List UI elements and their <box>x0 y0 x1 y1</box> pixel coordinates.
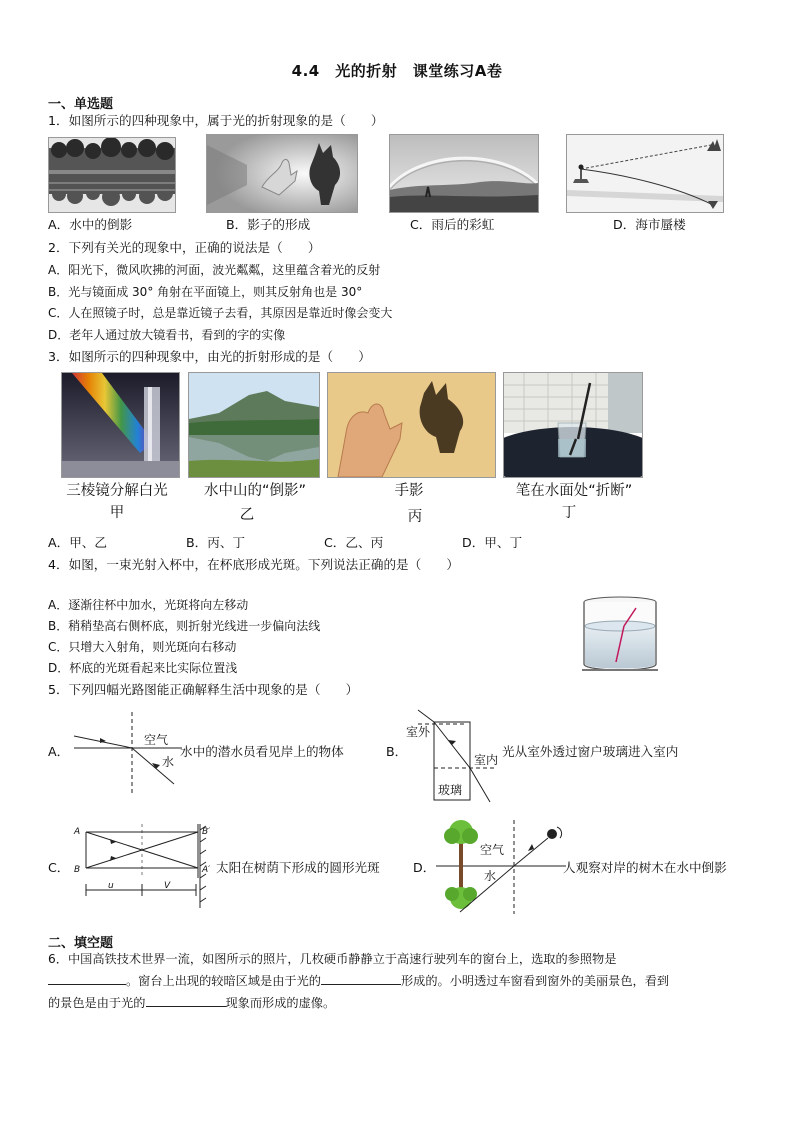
photo-mountain-reflection <box>188 372 320 478</box>
diagram-b-indoor-label: 室内 <box>474 753 499 767</box>
diagram-a-refraction <box>70 708 182 800</box>
question-5-option-b-label[interactable]: B． <box>386 744 408 759</box>
answer-blank-dark-area[interactable] <box>321 972 401 985</box>
question-1-option-b[interactable]: B．影子的形成 <box>226 217 311 232</box>
diagram-c-v-label: V <box>164 881 171 891</box>
question-4-option-d[interactable]: D．杯底的光斑看起来比实际位置浅 <box>48 661 238 675</box>
question-1-option-c[interactable]: C．雨后的彩虹 <box>410 217 495 232</box>
question-3-option-d[interactable]: D．甲、丁 <box>462 535 523 550</box>
question-4-option-c[interactable]: C．只增大入射角，则光斑向右移动 <box>48 640 237 654</box>
question-4-stem: 4．如图，一束光射入杯中，在杯底形成光斑。下列说法正确的是（ ） <box>48 557 460 572</box>
question-1-stem: 1．如图所示的四种现象中，属于光的折射现象的是（ ） <box>48 113 384 128</box>
diagram-b-glass-label: 玻璃 <box>438 783 463 797</box>
question-5-option-c-label[interactable]: C． <box>48 860 70 875</box>
diagram-a-water-label: 水 <box>162 755 175 769</box>
photo-hand-shadow-dog <box>327 372 496 478</box>
diagram-d-tree-reflection <box>436 818 568 916</box>
photo-mirage-diagram <box>566 134 724 213</box>
diagram-d-description: 人观察对岸的树木在水中倒影 <box>563 860 727 875</box>
question-6-line-3: 的景色是由于光的 现象而形成的虚像。 <box>48 996 336 1010</box>
question-3-option-a[interactable]: A．甲、乙 <box>48 535 107 550</box>
caption-ding: 笔在水面处“折断” <box>515 483 633 499</box>
beaker-diagram <box>580 596 660 674</box>
question-1-option-d[interactable]: D．海市蜃楼 <box>613 217 686 232</box>
question-3-option-c[interactable]: C．乙、丙 <box>324 535 384 550</box>
diagram-d-air-label: 空气 <box>480 843 505 857</box>
diagram-c-point-a-prime: A′ <box>202 865 211 875</box>
sublabel-jia: 甲 <box>109 505 125 521</box>
question-2-option-c[interactable]: C．人在照镜子时，总是靠近镜子去看，其原因是靠近时像会变大 <box>48 306 393 320</box>
diagram-c-description: 太阳在树荫下形成的圆形光斑 <box>216 860 380 875</box>
sublabel-yi: 乙 <box>239 507 255 523</box>
answer-blank-reference-frame[interactable] <box>48 972 126 985</box>
question-3-option-b[interactable]: B．丙、丁 <box>186 535 246 550</box>
caption-jia: 三棱镜分解白光 <box>66 483 168 499</box>
diagram-b-outdoor-label: 室外 <box>406 725 431 739</box>
photo-hand-shadow <box>206 134 358 213</box>
photo-pen-in-water <box>503 372 643 478</box>
question-1-option-a[interactable]: A．水中的倒影 <box>48 217 133 232</box>
photo-prism-dispersion <box>61 372 180 478</box>
diagram-c-u-label: u <box>108 881 114 891</box>
question-3-stem: 3．如图所示的四种现象中，由光的折射形成的是（ ） <box>48 349 371 364</box>
question-5-option-d-label[interactable]: D． <box>413 860 436 875</box>
diagram-c-pinhole <box>72 820 218 912</box>
sublabel-bing: 丙 <box>407 509 423 525</box>
photo-rainbow <box>389 134 539 213</box>
question-5-stem: 5．下列四幅光路图能正确解释生活中现象的是（ ） <box>48 682 359 697</box>
question-4-option-a[interactable]: A．逐渐往杯中加水，光斑将向左移动 <box>48 598 249 612</box>
question-2-stem: 2．下列有关光的现象中，正确的说法是（ ） <box>48 240 321 255</box>
diagram-a-air-label: 空气 <box>144 733 169 747</box>
diagram-b-window-glass <box>404 706 504 806</box>
diagram-d-water-label: 水 <box>484 869 497 883</box>
question-5-option-a-label[interactable]: A． <box>48 744 70 759</box>
question-6-line-2: 。窗台上出现的较暗区域是由于光的 形成的。小明透过车窗看到窗外的美丽景色，看到 <box>48 972 669 990</box>
diagram-c-point-b-prime: B′ <box>202 827 211 837</box>
sublabel-ding: 丁 <box>561 505 577 521</box>
diagram-c-point-a: A <box>74 827 81 837</box>
diagram-a-description: 水中的潜水员看见岸上的物体 <box>180 744 344 759</box>
section-heading-fill-in: 二、填空题 <box>48 936 114 951</box>
question-2-option-b[interactable]: B．光与镜面成 30° 角射在平面镜上，则其反射角也是 30° <box>48 285 363 299</box>
question-6-line-1: 6．中国高铁技术世界一流，如图所示的照片，几枚硬币静静立于高速行驶列车的窗台上，选取的参照物是 <box>48 952 617 966</box>
question-2-option-a[interactable]: A．阳光下，微风吹拂的河面，波光粼粼，这里蕴含着光的反射 <box>48 263 381 277</box>
answer-blank-virtual-image[interactable] <box>146 994 226 1007</box>
diagram-c-point-b: B <box>74 865 81 875</box>
question-2-option-d[interactable]: D．老年人通过放大镜看书，看到的字的实像 <box>48 328 286 342</box>
photo-reflection-in-water <box>48 137 176 213</box>
caption-bing: 手影 <box>394 483 424 499</box>
diagram-b-description: 光从室外透过窗户玻璃进入室内 <box>502 744 679 759</box>
section-heading-single-choice: 一、单选题 <box>48 97 114 112</box>
page-title: 4.4 光的折射 课堂练习A卷 <box>291 62 503 80</box>
caption-yi: 水中山的“倒影” <box>203 483 307 499</box>
question-4-option-b[interactable]: B．稍稍垫高右侧杯底，则折射光线进一步偏向法线 <box>48 619 321 633</box>
